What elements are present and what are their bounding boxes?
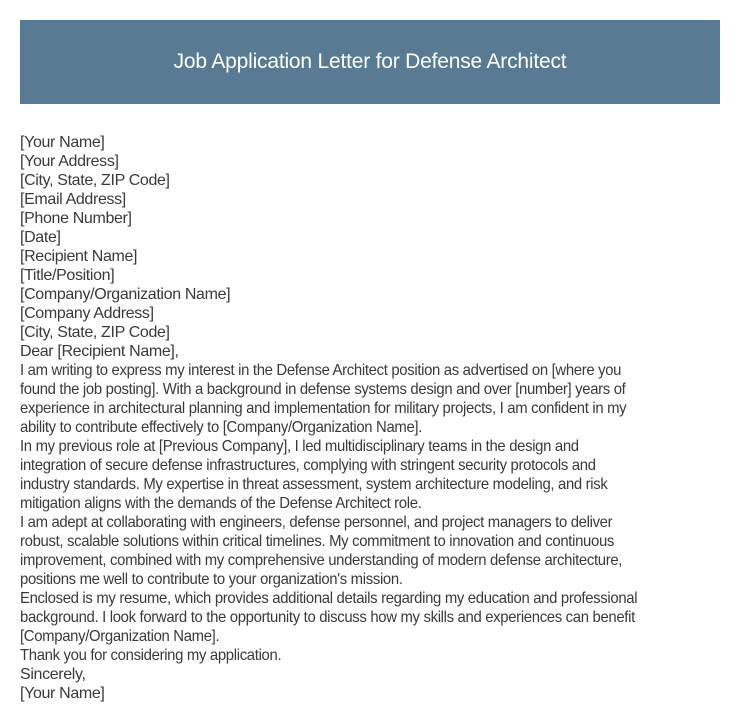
paragraph-line: Enclosed is my resume, which provides additional details regarding my education and professional <box>20 590 638 607</box>
paragraph-line: improvement, combined with my comprehensive understanding of modern defense architecture, <box>20 552 623 569</box>
paragraph-line: integration of secure defense infrastructures, complying with stringent security protocols and <box>20 457 596 474</box>
paragraph-experience <box>20 437 730 513</box>
paragraph-thanks <box>20 646 730 665</box>
paragraph-line: positions me well to contribute to your organization's mission. <box>20 571 403 588</box>
paragraph-line: ability to contribute effectively to [Company/Organization Name]. <box>20 419 423 436</box>
recipient-company-address: [Company Address] <box>20 305 154 322</box>
signature: [Your Name] <box>20 685 105 702</box>
recipient-city-state-zip: [City, State, ZIP Code] <box>20 324 170 341</box>
sender-block <box>20 133 730 247</box>
salutation: Dear [Recipient Name], <box>20 343 179 360</box>
paragraph-line: experience in architectural planning and implementation for military projects, I am confident in my <box>20 400 627 417</box>
paragraph-line: In my previous role at [Previous Company], I led multidisciplinary teams in the design and <box>20 438 579 455</box>
paragraph-line: [Company/Organization Name]. <box>20 628 220 645</box>
recipient-title: [Title/Position] <box>20 267 115 284</box>
letter-date: [Date] <box>20 229 61 246</box>
paragraph-enclosure <box>20 589 730 646</box>
sender-name: [Your Name] <box>20 134 105 151</box>
paragraph-interest <box>20 361 730 437</box>
paragraph-line: Thank you for considering my application. <box>20 647 282 664</box>
closing: Sincerely, <box>20 666 86 683</box>
recipient-company: [Company/Organization Name] <box>20 286 231 303</box>
sender-phone: [Phone Number] <box>20 210 132 227</box>
paragraph-line: industry standards. My expertise in threat assessment, system architecture modeling, and risk <box>20 476 608 493</box>
paragraph-line: I am adept at collaborating with engineers, defense personnel, and project managers to deliver <box>20 514 613 531</box>
paragraph-line: robust, scalable solutions within critical timelines. My commitment to innovation and continuous <box>20 533 615 550</box>
recipient-name: [Recipient Name] <box>20 248 138 265</box>
paragraph-collaboration <box>20 513 730 589</box>
page-title: Job Application Letter for Defense Architect <box>173 50 567 73</box>
recipient-block <box>20 247 730 342</box>
letter-header-banner <box>20 20 720 104</box>
letter-body <box>20 133 730 703</box>
sender-address: [Your Address] <box>20 153 119 170</box>
paragraph-line: mitigation aligns with the demands of the Defense Architect role. <box>20 495 422 512</box>
paragraph-line: found the job posting]. With a background in defense systems design and over [number] years of <box>20 381 626 398</box>
paragraph-line: background. I look forward to the opportunity to discuss how my skills and experiences can benefit <box>20 609 635 626</box>
sender-city-state-zip: [City, State, ZIP Code] <box>20 172 170 189</box>
paragraph-line: I am writing to express my interest in the Defense Architect position as advertised on [where you <box>20 362 622 379</box>
sender-email: [Email Address] <box>20 191 126 208</box>
